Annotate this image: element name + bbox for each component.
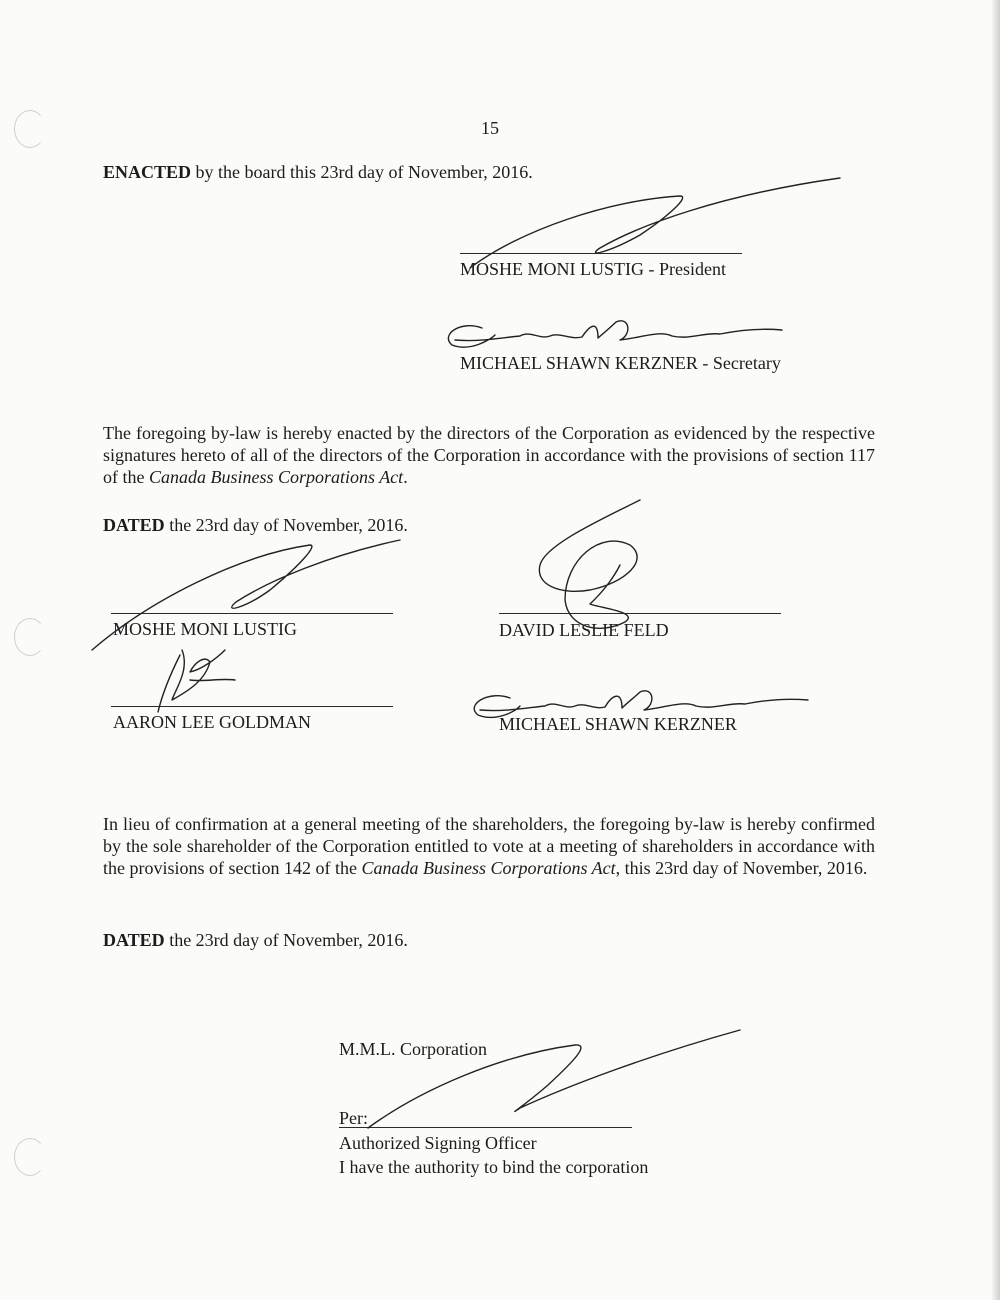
secretary-name: MICHAEL SHAWN KERZNER - Secretary (460, 353, 781, 373)
dated-line-directors (103, 514, 408, 536)
director-name: AARON LEE GOLDMAN (113, 712, 311, 732)
signature-moshe-president (470, 178, 840, 268)
signature-aaron-director (158, 650, 235, 712)
director-name: MICHAEL SHAWN KERZNER (499, 714, 737, 734)
signature-line-corporate (339, 1127, 632, 1128)
dated-text: the 23rd day of November, 2016. (164, 515, 408, 535)
signature-line-director (499, 613, 781, 614)
punch-hole (14, 618, 46, 656)
signature-line-director (111, 613, 393, 614)
directors-paragraph-end: . (403, 467, 408, 487)
corporation-name: M.M.L. Corporation (339, 1039, 487, 1059)
dated-label: DATED (103, 515, 165, 535)
director-name: MOSHE MONI LUSTIG (113, 619, 297, 639)
dated-label: DATED (103, 930, 165, 950)
shareholder-paragraph (103, 813, 875, 879)
dated-line-shareholder (103, 929, 408, 951)
president-name: MOSHE MONI LUSTIG - President (460, 259, 726, 279)
act-name: Canada Business Corporations Act (361, 858, 616, 878)
enacted-label: ENACTED (103, 162, 192, 182)
enacted-line (103, 161, 533, 183)
page-number: 15 (481, 118, 499, 138)
directors-paragraph (103, 422, 875, 488)
dated-text: the 23rd day of November, 2016. (164, 930, 408, 950)
scan-edge (992, 0, 1000, 1300)
signature-david-director (539, 500, 640, 628)
per-label: Per: (339, 1108, 368, 1128)
signature-line-president (460, 253, 742, 254)
enacted-text: by the board this 23rd day of November, 2016. (191, 162, 533, 182)
authority-statement: I have the authority to bind the corporation (339, 1157, 649, 1177)
signature-michael-secretary (448, 321, 782, 347)
directors-paragraph-text: The foregoing by-law is hereby enacted by the directors of the Corporation as evidenced by the respective signatures hereto of all of the directors of the Corporation in accordance with the provisions of section 117 of the (103, 423, 875, 487)
director-name: DAVID LESLIE FELD (499, 620, 669, 640)
signature-line-director (111, 706, 393, 707)
shareholder-paragraph-end: , this 23rd day of November, 2016. (615, 858, 868, 878)
signing-officer-title: Authorized Signing Officer (339, 1133, 537, 1153)
shareholder-paragraph-text: In lieu of confirmation at a general meeting of the shareholders, the foregoing by-law is hereby confirmed by the sole shareholder of the Corporation entitled to vote at a meeting of shareholders in accordance with the provisions of section 142 of the (103, 814, 875, 878)
act-name: Canada Business Corporations Act (148, 467, 404, 487)
punch-hole (14, 110, 46, 148)
punch-hole (14, 1138, 46, 1176)
